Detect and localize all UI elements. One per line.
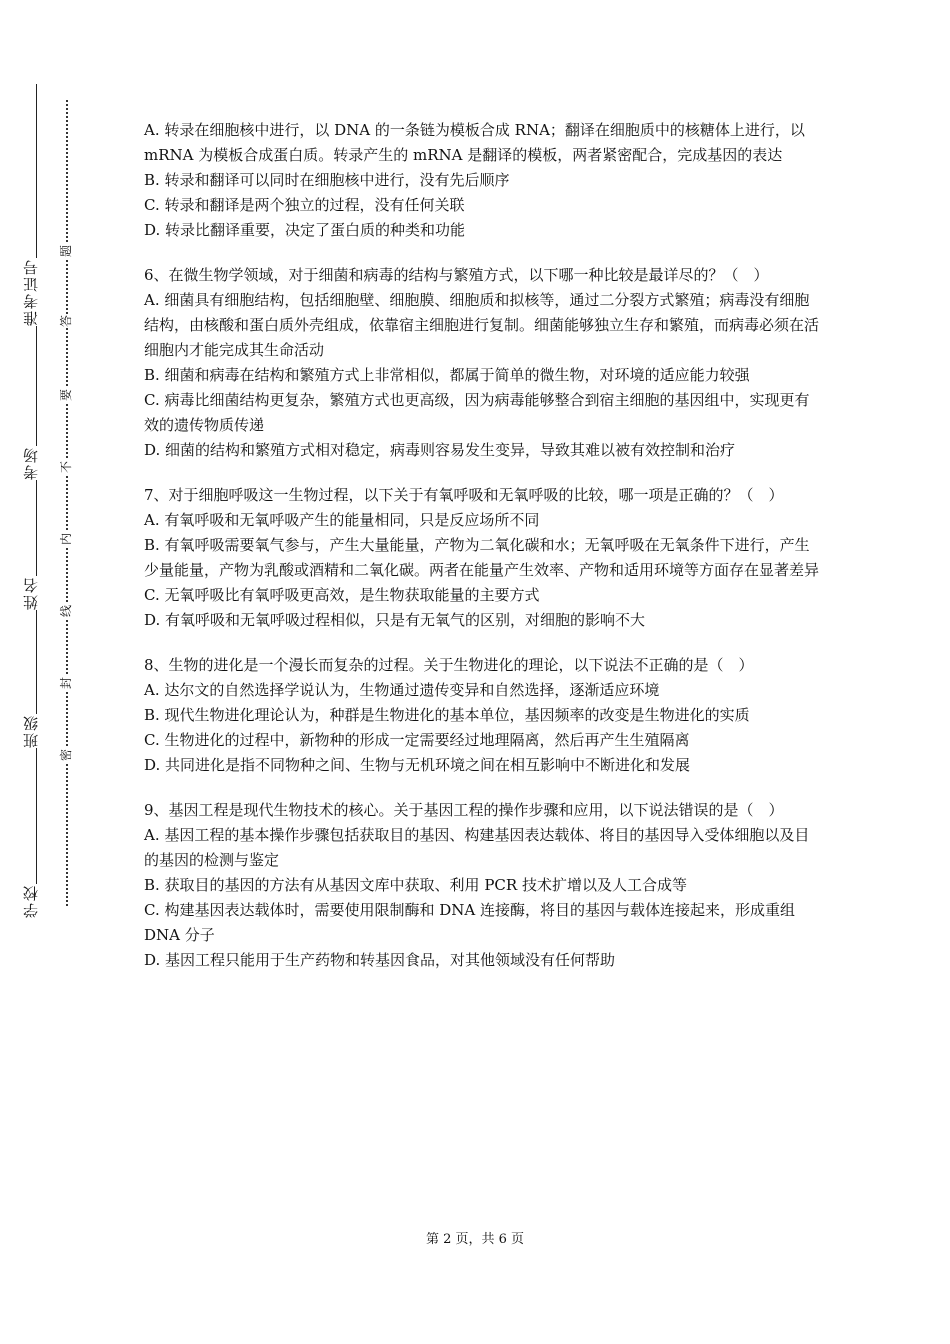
option-b: B. 现代生物进化理论认为，种群是生物进化的基本单位，基因频率的改变是生物进化的实质 xyxy=(144,706,750,724)
page-footer: 第 2 页，共 6 页 xyxy=(425,1232,525,1247)
question-9 xyxy=(144,798,824,973)
question-8 xyxy=(144,653,824,778)
option-b: B. 细菌和病毒在结构和繁殖方式上非常相似，都属于简单的微生物，对环境的适应能力较强 xyxy=(144,366,750,384)
option-a: A. 转录在细胞核中进行，以 DNA 的一条链为模板合成 RNA；翻译在细胞质中的核糖体上进行，以 mRNA 为模板合成蛋白质。转录产生的 mRNA 是翻译的模板，两者紧密配合，完成基因的表达 xyxy=(144,121,805,164)
class-label: 班级 xyxy=(22,714,40,748)
question-7 xyxy=(144,483,824,633)
option-c: C. 转录和翻译是两个独立的过程，没有任何关联 xyxy=(144,196,465,214)
seal-char: 密 xyxy=(59,749,73,762)
question-stem: 6、在微生物学领域，对于细菌和病毒的结构与繁殖方式，以下哪一种比较是最详尽的？（ ） xyxy=(144,266,769,284)
option-c: C. 无氧呼吸比有氧呼吸更高效，是生物获取能量的主要方式 xyxy=(144,586,540,604)
option-d: D. 基因工程只能用于生产药物和转基因食品，对其他领域没有任何帮助 xyxy=(144,951,616,969)
seal-char: 封 xyxy=(59,677,73,690)
seal-dotted-line xyxy=(66,100,68,906)
exam-id-label: 准考证号 xyxy=(22,258,40,326)
option-d: D. 转录比翻译重要，决定了蛋白质的种类和功能 xyxy=(144,221,466,239)
question-stem: 8、生物的进化是一个漫长而复杂的过程。关于生物进化的理论，以下说法不正确的是（ ） xyxy=(144,656,754,674)
exam-room-label: 考场 xyxy=(22,446,40,480)
binding-strip xyxy=(0,0,100,1344)
seal-char: 要 xyxy=(59,389,73,402)
question-6 xyxy=(144,263,824,463)
question-5-continued xyxy=(144,118,824,243)
seal-char: 线 xyxy=(59,605,73,618)
option-d: D. 共同进化是指不同物种之间、生物与无机环境之间在相互影响中不断进化和发展 xyxy=(144,756,691,774)
exam-content xyxy=(144,118,824,993)
school-label: 学校 xyxy=(22,884,40,918)
option-d: D. 细菌的结构和繁殖方式相对稳定，病毒则容易发生变异，导致其难以被有效控制和治疗 xyxy=(144,441,736,459)
binding-outer-line xyxy=(36,84,37,904)
seal-char: 不 xyxy=(59,461,73,474)
option-c: C. 构建基因表达载体时，需要使用限制酶和 DNA 连接酶，将目的基因与载体连接起来，形成重组 DNA 分子 xyxy=(144,901,796,944)
option-c: C. 病毒比细菌结构更复杂，繁殖方式也更高级，因为病毒能够整合到宿主细胞的基因组中，实现更有效的遗传物质传递 xyxy=(144,391,810,434)
name-label: 姓名 xyxy=(22,576,40,610)
question-stem: 7、对于细胞呼吸这一生物过程，以下关于有氧呼吸和无氧呼吸的比较，哪一项是正确的？（ ） xyxy=(144,486,784,504)
option-a: A. 有氧呼吸和无氧呼吸产生的能量相同，只是反应场所不同 xyxy=(144,511,540,529)
seal-char: 答 xyxy=(59,315,73,328)
option-d: D. 有氧呼吸和无氧呼吸过程相似，只是有无氧气的区别，对细胞的影响不大 xyxy=(144,611,646,629)
option-b: B. 获取目的基因的方法有从基因文库中获取、利用 PCR 技术扩增以及人工合成等 xyxy=(144,876,687,894)
question-stem: 9、基因工程是现代生物技术的核心。关于基因工程的操作步骤和应用，以下说法错误的是（ ） xyxy=(144,801,784,819)
option-b: B. 转录和翻译可以同时在细胞核中进行，没有先后顺序 xyxy=(144,171,510,189)
option-c: C. 生物进化的过程中，新物种的形成一定需要经过地理隔离，然后再产生生殖隔离 xyxy=(144,731,690,749)
option-a: A. 基因工程的基本操作步骤包括获取目的基因、构建基因表达载体、将目的基因导入受体细胞以及目的基因的检测与鉴定 xyxy=(144,826,810,869)
seal-char: 题 xyxy=(59,245,73,258)
option-a: A. 细菌具有细胞结构，包括细胞壁、细胞膜、细胞质和拟核等，通过二分裂方式繁殖；病毒没有细胞结构，由核酸和蛋白质外壳组成，依靠宿主细胞进行复制。细菌能够独立生存和繁殖，而病毒必须在活细胞内才能完成其生命活动 xyxy=(144,291,820,359)
seal-char: 内 xyxy=(59,533,73,546)
option-a: A. 达尔文的自然选择学说认为，生物通过遗传变异和自然选择，逐渐适应环境 xyxy=(144,681,660,699)
option-b: B. 有氧呼吸需要氧气参与，产生大量能量，产物为二氧化碳和水；无氧呼吸在无氧条件下进行，产生少量能量，产物为乳酸或酒精和二氧化碳。两者在能量产生效率、产物和适用环境等方面存在显著差异 xyxy=(144,536,820,579)
